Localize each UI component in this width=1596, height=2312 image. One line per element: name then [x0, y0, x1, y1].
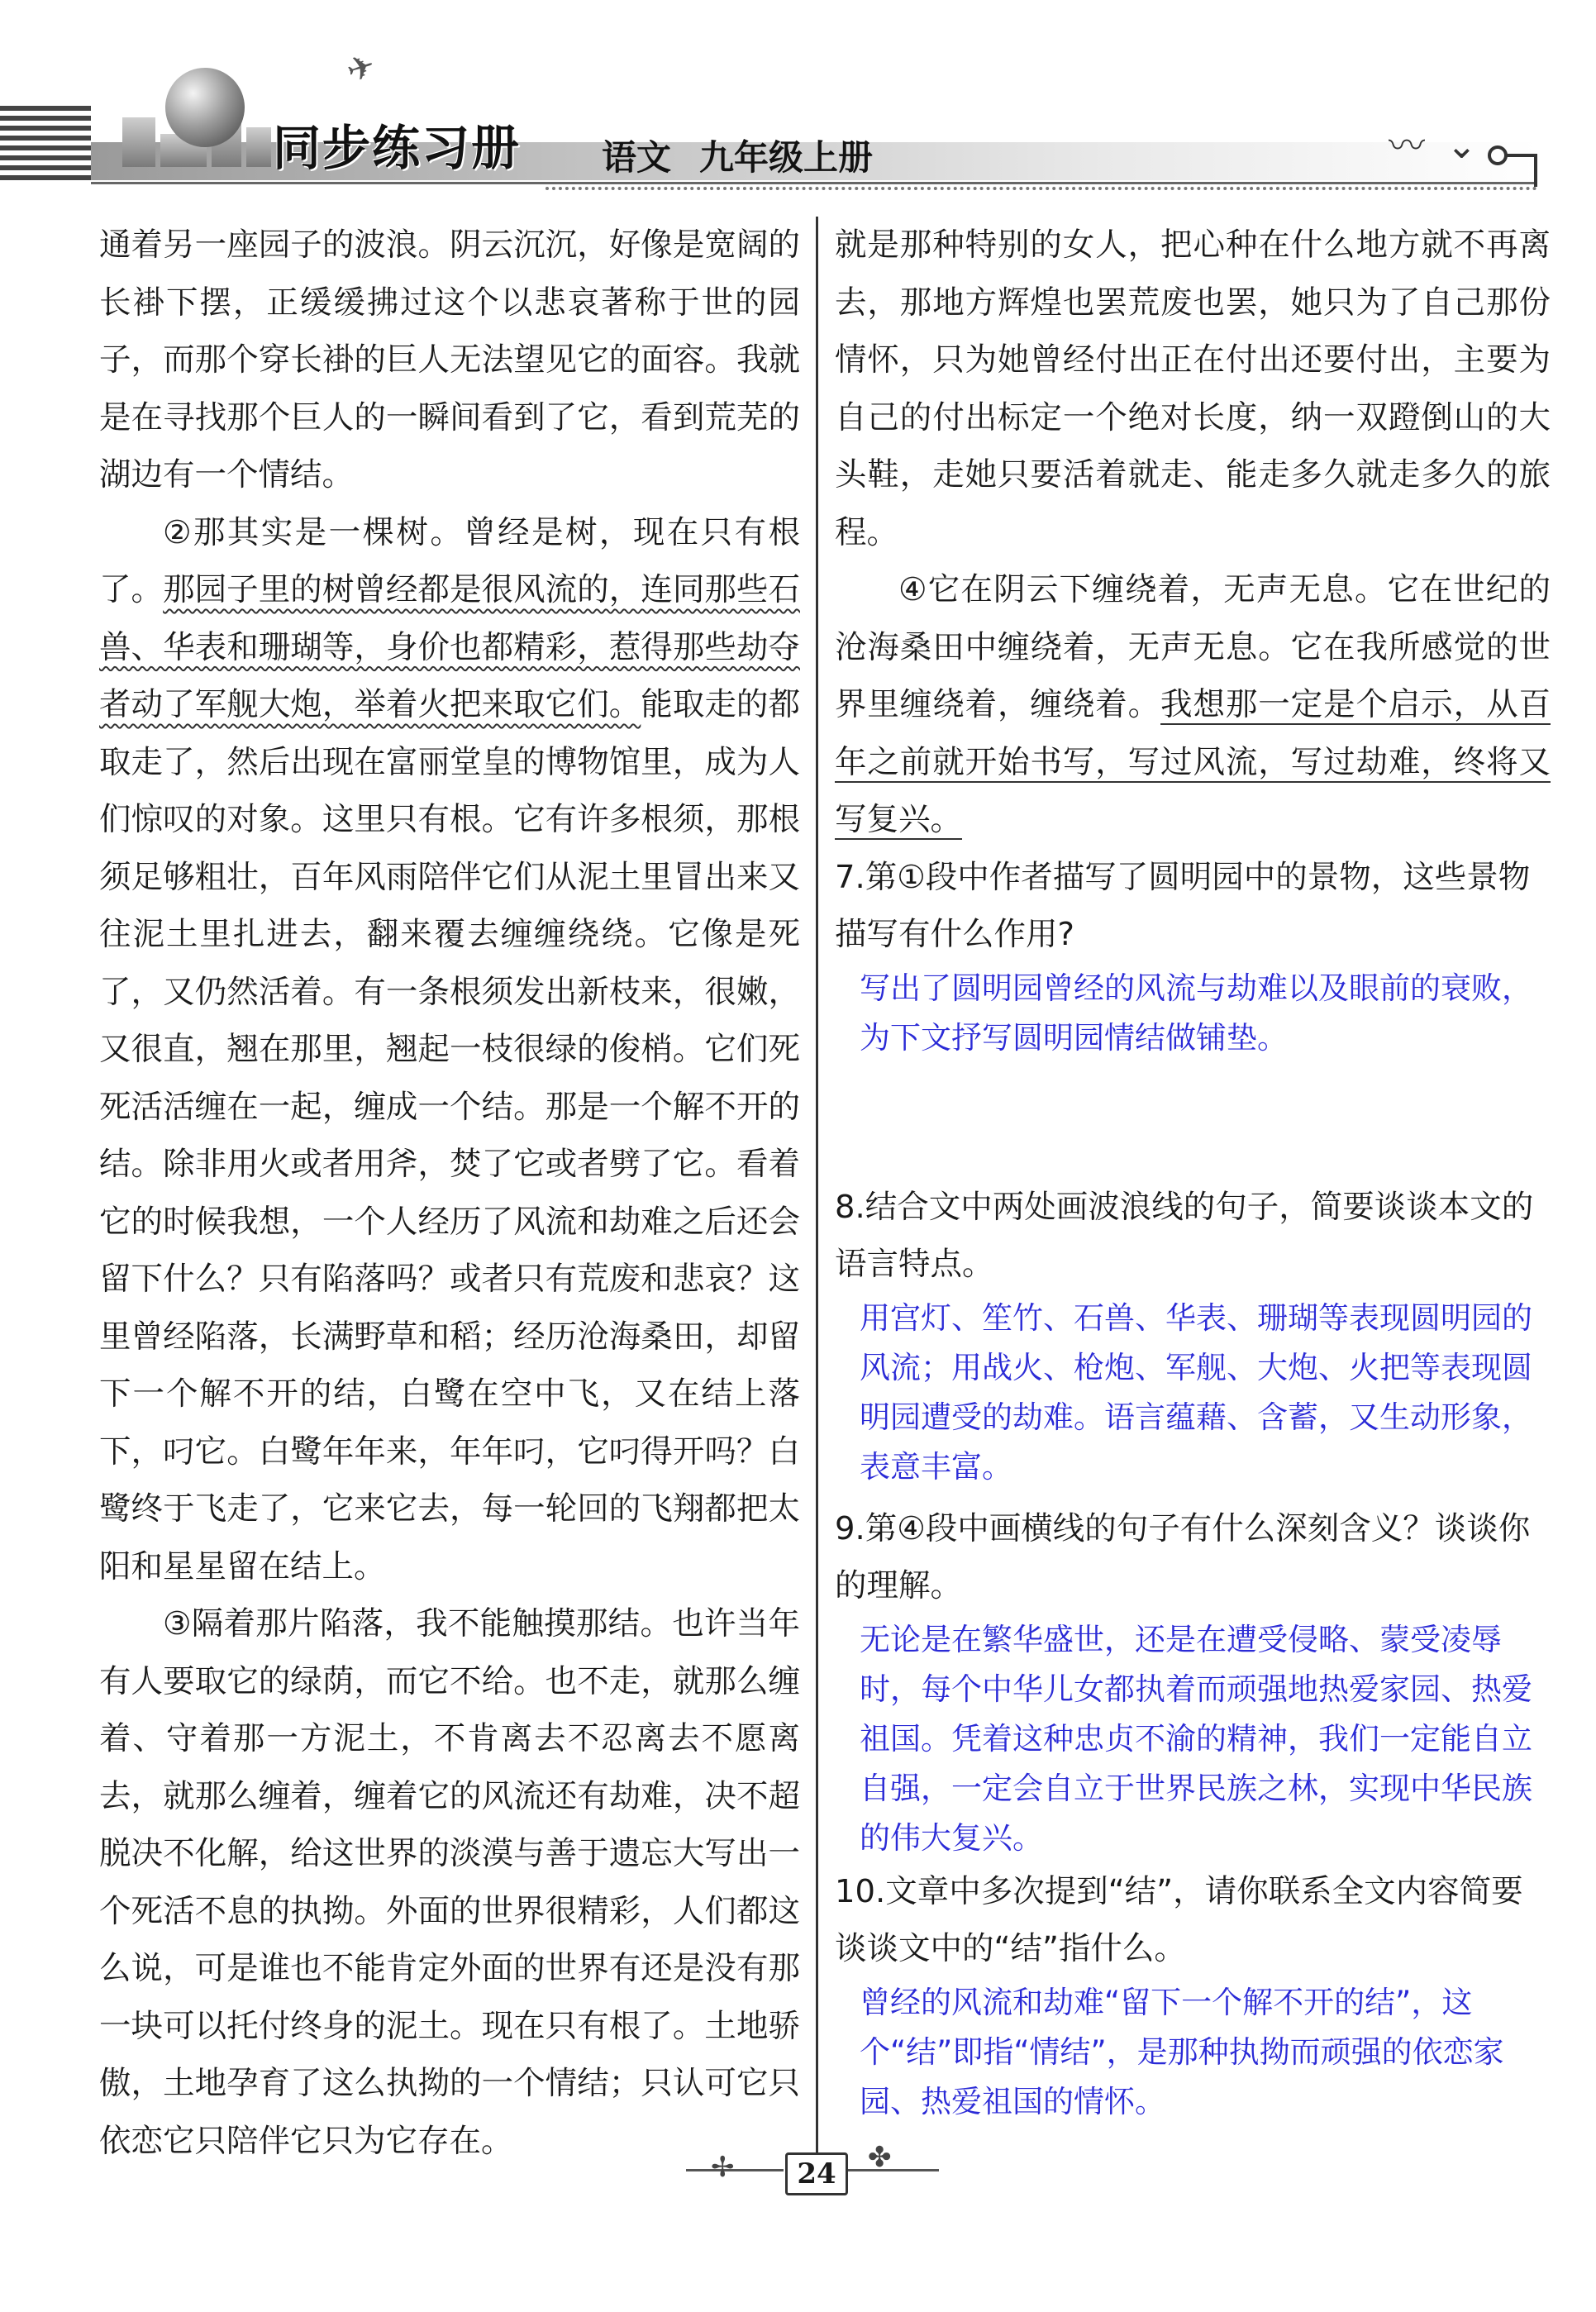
question-number: 7. — [835, 858, 865, 896]
paragraph-2 — [99, 504, 800, 1596]
paragraph-2-rest: 能取走的都取走了，然后出现在富丽堂皇的博物馆里，成为人们惊叹的对象。这里只有根。它有许多根须，那根须足够粗壮，百年风雨陪伴它们从泥土里冒出来又往泥土里扎进去，翻来覆去缠缠绕绕。它像是死了，又仍然活着。有一条根须发出新枝来，很嫩，又很直，翘在那里，翘起一枝很绿的俊梢。它们死死活活缠在一起，缠成一个结。那是一个解不开的结。除非用火或者用斧，焚了它或者劈了它。看着它的时候我想，一个人经历了风流和劫难之后还会留下什么？只有陷落吗？或者只有荒废和悲哀？这里曾经陷落，长满野草和稻；经历沧海桑田，却留下一个解不开的结，白鹭在空中飞，又在结上落下，叼它。白鹭年年来，年年叼，它叼得开吗？白鹭终于飞走了，它来它去，每一轮回的飞翔都把太阳和星星留在结上。 — [99, 686, 800, 1585]
question-number: 9. — [835, 1509, 865, 1547]
question-text: 文章中多次提到“结”，请你联系全文内容简要谈谈文中的“结”指什么。 — [835, 1872, 1523, 1967]
header-rule — [91, 182, 1537, 184]
paper-plane-icon: ✈ — [341, 45, 380, 92]
birds-icon: 〰︎ ⌄ — [1389, 125, 1482, 167]
underlined-sentence: 我想那一定是个启示，从百年之前就开始书写，写过风流，写过劫难，终将又写复兴。 — [835, 686, 1551, 838]
question-text: 第①段中作者描写了圆明园中的景物，这些景物描写有什么作用? — [835, 858, 1531, 953]
pinwheel-icon: ✢ — [711, 2151, 735, 2184]
column-divider — [816, 217, 818, 2156]
wavy-underlined-sentence: 那园子里的树曾经都是很风流的，连同那些石兽、华表和珊瑚等，身价也都精彩，惹得那些劫夺者动了军舰大炮，举着火把来取它们。 — [99, 571, 800, 723]
paragraph-3: ③隔着那片陷落，我不能触摸那结。也许当年有人要取它的绿荫，而它不给。也不走，就那么缠着、守着那一方泥土，不肯离去不忍离去不愿离去，就那么缠着，缠着它的风流还有劫难，决不超脱决不化解，给这世界的淡漠与善于遗忘大写出一个死活不息的执拗。外面的世界很精彩，人们都这么说，可是谁也不能肯定外面的世界有还是没有那一块可以托付终身的泥土。现在只有根了。土地骄傲，土地孕育了这么执拗的一个情结；只认可它只依恋它只陪伴它只为它存在。 — [99, 1605, 800, 2160]
question-10 — [835, 1863, 1551, 2127]
question-8 — [835, 1179, 1551, 1492]
question-9 — [835, 1500, 1551, 1863]
paragraph-4 — [835, 561, 1551, 849]
question-text: 第④段中画横线的句子有什么深刻含义？谈谈你的理解。 — [835, 1509, 1531, 1604]
grade-label: 九年级上册 — [699, 137, 874, 178]
page-footer — [661, 2141, 959, 2207]
paragraph-2-start: ②那其实是一棵树。曾经是树，现在只有根了。 — [99, 513, 800, 608]
globe-icon — [165, 68, 245, 147]
page-number: 24 — [785, 2152, 848, 2195]
page-header — [0, 0, 1596, 198]
question-number: 10. — [835, 1872, 886, 1910]
book-title: 同步练习册 — [273, 120, 522, 176]
paragraph-4-start: ④它在阴云下缠绕着，无声无息。它在世纪的沧海桑田中缠绕着，无声无息。它在我所感觉的世界里缠绕着，缠绕着。 — [835, 571, 1551, 723]
flower-icon: ✤ — [868, 2141, 892, 2174]
question-7 — [835, 849, 1551, 1063]
answer-text: 写出了圆明园曾经的风流与劫难以及眼前的衰败，为下文抒写圆明园情结做铺垫。 — [860, 970, 1532, 1056]
footer-rule-right — [848, 2169, 939, 2171]
paragraph-1-cont: 通着另一座园子的波浪。阴云沉沉，好像是宽阔的长褂下摆，正缓缓拂过这个以悲哀著称于世的园子，而那个穿长褂的巨人无法望见它的面容。我就是在寻找那个巨人的一瞬间看到了它，看到荒芜的湖边有一个情结。 — [99, 226, 800, 493]
paragraph-3-cont: 就是那种特别的女人，把心种在什么地方就不再离去，那地方辉煌也罢荒废也罢，她只为了自己那份情怀，只为她曾经付出正在付出还要付出，主要为自己的付出标定一个绝对长度，纳一双蹬倒山的大头鞋，走她只要活着就走、能走多久就走多久的旅程。 — [835, 226, 1551, 551]
hook-ornament — [1504, 154, 1537, 187]
question-text: 结合文中两处画波浪线的句子，简要谈谈本文的语言特点。 — [835, 1188, 1534, 1283]
book-subtitle — [602, 131, 873, 180]
answer-text: 无论是在繁华盛世，还是在遭受侵略、蒙受凌辱时，每个中华儿女都执着而顽强地热爱家园、热爱祖国。凭着这种忠贞不渝的精神，我们一定能自立自强，一定会自立于世界民族之林，实现中华民族的伟大复兴。 — [860, 1621, 1532, 1856]
answer-space — [835, 1063, 1551, 1179]
question-number: 8. — [835, 1188, 865, 1226]
answer-text: 用宫灯、笙竹、石兽、华表、珊瑚等表现圆明园的风流；用战火、枪炮、军舰、大炮、火把等表现圆明园遭受的劫难。语言蕴藉、含蓄，又生动形象，表意丰富。 — [860, 1299, 1532, 1485]
left-column — [99, 217, 800, 2170]
header-dotted-rule — [545, 187, 1537, 190]
header-stripes — [0, 106, 91, 182]
footer-rule-left — [686, 2169, 784, 2171]
right-column — [835, 217, 1551, 2127]
answer-text: 曾经的风流和劫难“留下一个解不开的结”，这个“结”即指“情结”，是那种执拗而顽强的依恋家园、热爱祖国的情怀。 — [860, 1984, 1504, 2119]
subject-label: 语文 — [602, 137, 672, 178]
